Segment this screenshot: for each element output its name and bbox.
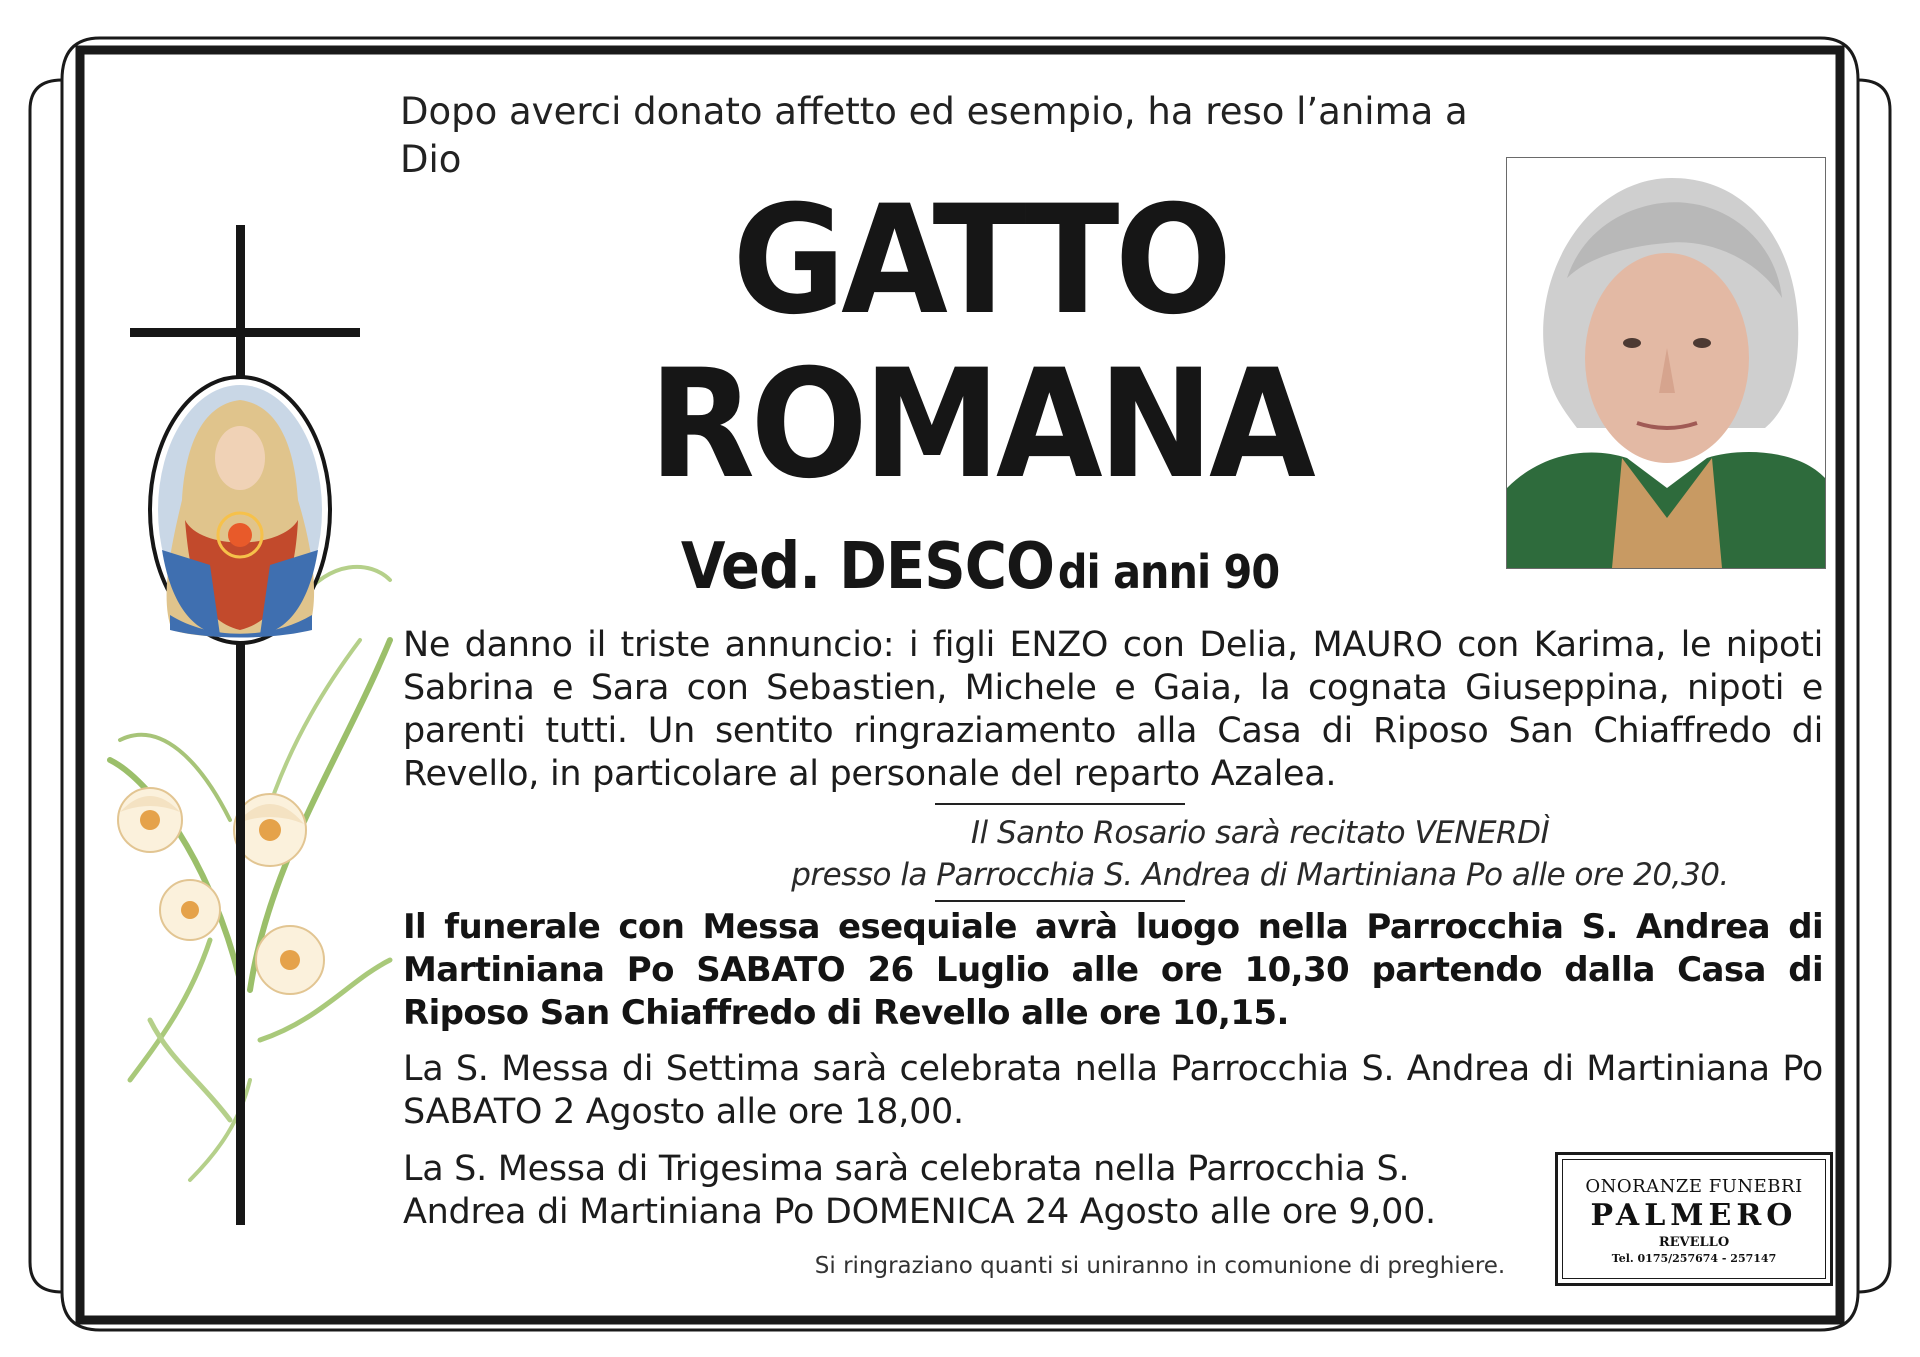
- divider-bottom: [935, 900, 1185, 902]
- age-text: di anni 90: [1057, 545, 1280, 599]
- rosary-notice: [640, 812, 1880, 896]
- trigesima-paragraph: La S. Messa di Trigesima sarà celebrata nella Parrocchia S. Andrea di Martiniana Po DOMENICA 24 Agosto alle ore 9,00.: [403, 1149, 1436, 1232]
- funeral-home-town: REVELLO: [1658, 1235, 1730, 1250]
- rosary-line-1: Il Santo Rosario sarà recitato VENERDÌ: [970, 815, 1550, 851]
- funeral-home-line1: ONORANZE FUNEBRI: [1585, 1176, 1803, 1197]
- madonna-medallion: [150, 377, 330, 643]
- funeral-paragraph: Il funerale con Messa esequiale avrà luogo nella Parrocchia S. Andrea di Martiniana Po SABATO 26 Luglio alle ore 10,30 partendo dalla Casa di Riposo San Chiaffredo di Revello alle ore 10,15.: [403, 907, 1823, 1033]
- rosary-line-2: presso la Parrocchia S. Andrea di Martiniana Po alle ore 20,30.: [791, 857, 1729, 893]
- portrait-photo: [1506, 157, 1826, 569]
- widow-and-age: [560, 530, 1400, 604]
- widow-of: Ved. DESCO: [680, 530, 1054, 604]
- intro-line: Dopo averci donato affetto ed esempio, ha reso l’anima a Dio: [400, 90, 1468, 181]
- funeral-home-logo: [1555, 1152, 1833, 1286]
- deceased-first-name: ROMANA: [648, 338, 1312, 512]
- cross-icon: [90, 220, 410, 1240]
- announcement-paragraph: Ne danno il triste annuncio: i figli ENZO con Delia, MAURO con Karima, le nipoti Sabrina e Sara con Sebastien, Michele e Gaia, la cognata Giuseppina, nipoti e parenti tutti. Un sentito ringraziamento alla Casa di Riposo San Chiaffredo di Revello, in particolare al personale del reparto Azalea.: [403, 625, 1823, 794]
- divider-top: [935, 803, 1185, 805]
- deceased-surname: GATTO: [732, 174, 1228, 348]
- settima-paragraph: La S. Messa di Settima sarà celebrata nella Parrocchia S. Andrea di Martiniana Po SABATO 2 Agosto alle ore 18,00.: [403, 1049, 1823, 1132]
- funeral-home-name: PALMERO: [1590, 1198, 1798, 1233]
- funeral-home-phone: Tel. 0175/257674 - 257147: [1611, 1252, 1777, 1265]
- lily-flowers: [110, 567, 390, 1180]
- thanks-line: Si ringraziano quanti si uniranno in comunione di preghiere.: [814, 1253, 1506, 1279]
